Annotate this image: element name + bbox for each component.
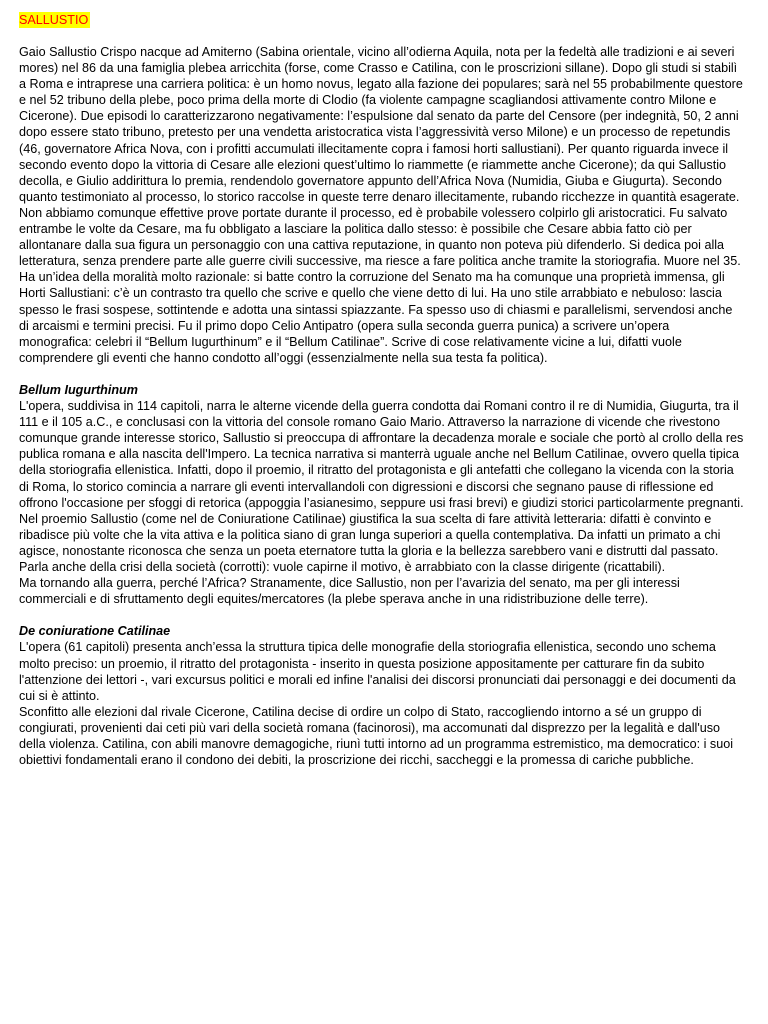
section2-paragraph-1: L'opera (61 capitoli) presenta anch’essa la struttura tipica delle monografie della storiografia ellenistica, secondo uno schema molto preciso: un proemio, il ritratto del protagonista - inserito in questa posizione appositamente per catturare fin da subito l'attenzione dei lettori -, vari excursus politici e morali ed infine l'analisi dei discorsi pronunciati dai personaggi e dei documenti da cui si è attinto. bbox=[19, 640, 736, 703]
section-heading-bellum-iugurthinum: Bellum Iugurthinum bbox=[19, 382, 138, 397]
document-page bbox=[19, 12, 744, 768]
section-heading-de-coniuratione-catilinae: De coniuratione Catilinae bbox=[19, 624, 171, 639]
spacer bbox=[19, 366, 744, 382]
document-title: SALLUSTIO bbox=[19, 13, 89, 27]
spacer bbox=[19, 607, 744, 623]
title-line bbox=[19, 12, 744, 28]
intro-paragraph: Gaio Sallustio Crispo nacque ad Amiterno (Sabina orientale, vicino all’odierna Aquila, nota per la fedeltà alle tradizioni e ai severi mores) nel 86 da una famiglia plebea arricchita (forse, come Crasso e Catilina, con le proscrizioni sillane). Dopo gli studi si stabilì a Roma e intraprese una carriera politica: è un homo novus, legato alla fazione dei populares; sarà nel 55 probabilmente questore e nel 52 tribuno della plebe, poco prima della morte di Clodio (fa violente campagne scagliandosi attivamente contro Milone e Cicerone). Due episodi lo caratterizzarono negativamente: l’espulsione dal senato da parte del Censore (per indegnità, 50, 2 anni dopo essere stato tribuno, pretesto per una vendetta aristocratica vista l’aggressività verso Milone) e un processo de repetundis (46, governatore Africa Nova, con i profitti accumulati illecitamente copra i famosi horti sallustiani). Per quanto riguarda invece il secondo evento dopo la vittoria di Cesare alle elezioni quest’ultimo lo riammette (e riammette anche Cicerone); da qui Sallustio decolla, e Giulio addirittura lo premia, rendendolo governatore appunto dell’Africa Nova (Numidia, Giuba e Giugurta). Secondo quanto testimoniato al processo, lo storico raccolse in queste terre denaro illecitamente, rubando ricchezze in quantità esagerate. Non abbiamo comunque effettive prove portate durante il processo, ed è probabile volessero colpirlo gli aristocratici. Fu salvato entrambe le volte da Cesare, ma fu obbligato a lasciare la politica dallo stesso: è possibile che Cesare abbia fatto ciò per allontanare dalla sua figura un personaggio con una cattiva reputazione, in quanto non poteva più difenderlo. Si dedica poi alla letteratura, senza prendere parte alle guerre civili successive, ma riesce a fare politica anche tramite la storiografia. Muore nel 35. Ha un’idea della moralità molto razionale: si batte contro la corruzione del Senato ma ha comunque una proprietà immensa, gli Horti Sallustiani: c’è un contrasto tra quello che scrive e quello che viene detto di lui. Ha uno stile arrabbiato e nebuloso: lascia spesso le frasi sospese, sottintende e adotta una sintassi spiazzante. Fa spesso uso di chiasmi e parallelismi, servendosi anche di arcaismi e termini precisi. Fu il primo dopo Celio Antipatro (opera sulla seconda guerra punica) a scrivere un’opera monografica: celebri il “Bellum Iugurthinum” e il “Bellum Catilinae”. Scrive di cose relativamente vicine a lui, difatti vuole comprendere gli eventi che hanno condotto all’oggi (essenzialmente nella sua testa fa politica). bbox=[19, 45, 743, 365]
section1-paragraph-1: L'opera, suddivisa in 114 capitoli, narra le alterne vicende della guerra condotta dai Romani contro il re di Numidia, Giugurta, tra il 111 e il 105 a.C., e conclusasi con la vittoria del console romano Gaio Mario. Attraverso la narrazione di vicende che rivestono comunque grande interesse storico, Sallustio si preoccupa di affrontare la decadenza morale e sociale che portò al crollo della res publica romana e alla nascita dell'Impero. La tecnica narrativa si manterrà uguale anche nel Bellum Catilinae, ovvero quella tipica della storiografia ellenistica. Infatti, dopo il proemio, il ritratto del protagonista e gli antefatti che collegano la vicenda con la storia di Roma, lo storico comincia a narrare gli eventi intervallandoli con digressioni e discorsi che segnano pause di riflessione ed offrono l'occasione per sfoggi di retorica (appoggia l’asianesimo, seppure usi frasi brevi) e giudizi storici particolarmente pregnanti. bbox=[19, 399, 744, 510]
section1-paragraph-2: Nel proemio Sallustio (come nel de Coniuratione Catilinae) giustifica la sua scelta di fare attività letteraria: difatti è convinto e ribadisce più volte che la vita attiva e la politica siano di gran lunga superiori a quella contemplativa. Da infatti un primato a chi agisce, nonostante riconosca che senza un poeta eternatore tutta la gloria e la bellezza sarebbero vani e distrutti dal passato. Parla anche della crisi della società (corrotti): vuole capirne il motivo, è arrabbiato con la classe dirigente (ricattabili). bbox=[19, 511, 721, 574]
section1-paragraph-3: Ma tornando alla guerra, perché l’Africa? Stranamente, dice Sallustio, non per l’avarizia del senato, ma per gli interessi commerciali e di sfruttamento degli equites/mercatores (la plebe sperava anche in una ridistribuzione delle terre). bbox=[19, 576, 680, 607]
section2-paragraph-2: Sconfitto alle elezioni dal rivale Cicerone, Catilina decise di ordire un colpo di Stato, raccogliendo intorno a sé un gruppo di congiurati, provenienti dai ceti più vari della società romana (facinorosi), ma accomunati dal disprezzo per la legalità e dall'uso della violenza. Catilina, con abili manovre demagogiche, riunì tutti intorno ad un programma estremistico, ma democratico: i suoi obiettivi fondamentali erano il condono dei debiti, la proscrizione dei ricchi, saccheggi e la promessa di cariche pubbliche. bbox=[19, 704, 733, 768]
